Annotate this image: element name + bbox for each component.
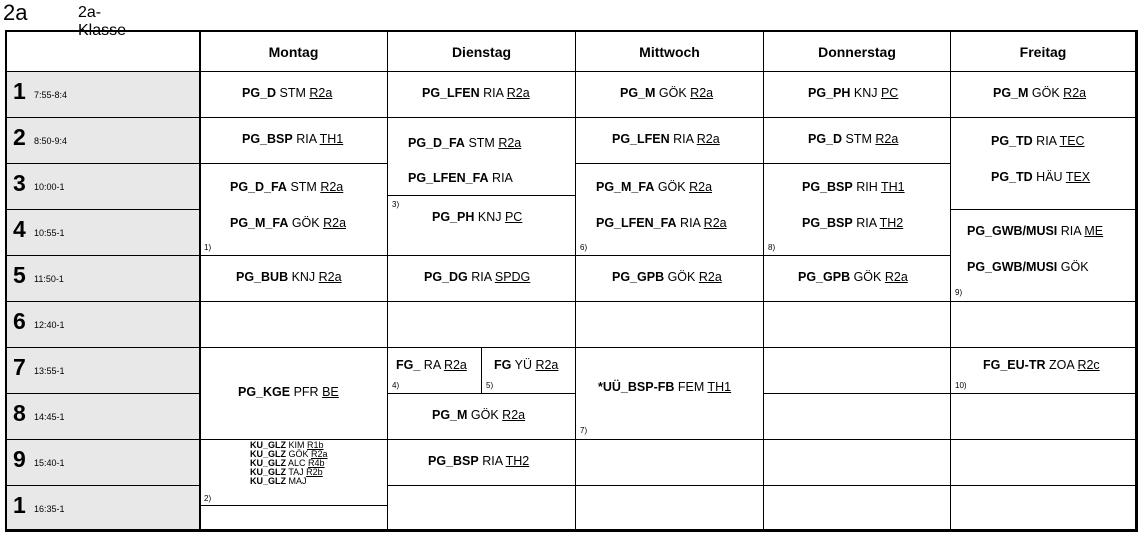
period-number: 4 (13, 216, 26, 242)
lesson-room: TH2 (879, 216, 904, 230)
lesson-teacher: RIA (852, 216, 880, 230)
empty-cell (951, 394, 1136, 440)
class-code: 2a (3, 0, 28, 25)
lesson-teacher: GÖK (286, 449, 312, 459)
footnote-marker: 2) (204, 494, 212, 503)
lesson-mo2 (242, 132, 343, 146)
lesson-teacher: KNJ (474, 210, 505, 224)
lesson-teacher: FEM (674, 380, 708, 394)
period-number: 6 (13, 308, 26, 334)
lesson-teacher: RIA (1032, 134, 1060, 148)
lesson-teacher: ZOA (1045, 358, 1078, 372)
lesson-subject: PG_LFEN (422, 86, 480, 100)
empty-cell (764, 440, 951, 486)
period-number: 9 (13, 446, 26, 472)
lesson-subject: PG_M_FA (596, 180, 655, 194)
empty-cell (200, 506, 388, 530)
lesson-cell (200, 348, 388, 440)
lesson-room: R2a (884, 270, 908, 284)
lesson-mo3b (230, 216, 346, 230)
lesson-cell (951, 210, 1136, 302)
lesson-fr2b (991, 170, 1090, 184)
lesson-room: R2a (535, 358, 559, 372)
period-time: 13:55-1 (34, 366, 65, 376)
empty-cell (388, 302, 576, 348)
period-number: 8 (13, 400, 26, 426)
period-header (7, 118, 200, 164)
lesson-cell (200, 72, 388, 118)
period-number: 3 (13, 170, 26, 196)
lesson-di4 (432, 210, 522, 224)
period-header (7, 210, 200, 256)
empty-cell (576, 486, 764, 530)
lesson-teacher: RIA (676, 216, 704, 230)
lesson-subject: PG_BSP (802, 180, 853, 194)
lesson-cell (951, 118, 1136, 210)
lesson-cell (388, 394, 576, 440)
lesson-teacher: PFR (290, 385, 323, 399)
empty-cell (576, 302, 764, 348)
period-number: 5 (13, 262, 26, 288)
lesson-di7a (396, 358, 467, 372)
lesson-mi1 (620, 86, 713, 100)
lesson-room: TH1 (880, 180, 905, 194)
empty-cell (388, 486, 576, 530)
period-header (7, 302, 200, 348)
lesson-do2 (808, 132, 898, 146)
lesson-cell (200, 164, 388, 256)
lesson-teacher: RIA (478, 454, 506, 468)
lesson-room: R2a (309, 86, 333, 100)
lesson-teacher: KNJ (288, 270, 319, 284)
lesson-mo3a (230, 180, 343, 194)
lesson-teacher: YÜ (511, 358, 536, 372)
empty-cell (576, 440, 764, 486)
lesson-di1 (422, 86, 530, 100)
lesson-mo5 (236, 270, 342, 284)
lesson-subject: PG_BSP (802, 216, 853, 230)
day-header: Montag (200, 32, 388, 72)
lesson-cell (576, 118, 764, 164)
lesson-mi5 (612, 270, 722, 284)
period-time: 10:00-1 (34, 182, 65, 192)
lesson-subject: PG_D (808, 132, 843, 146)
lesson-do1 (808, 86, 898, 100)
footnote-marker: 7) (580, 426, 588, 435)
lesson-cell (576, 72, 764, 118)
lesson-cell (388, 72, 576, 118)
period-header (7, 440, 200, 486)
lesson-teacher: ALC (286, 458, 309, 468)
footnote-marker: 3) (392, 200, 400, 209)
period-number: 1 (13, 78, 26, 104)
lesson-subject: FG (494, 358, 512, 372)
lesson-subject: FG_ (396, 358, 421, 372)
lesson-teacher: STM (286, 180, 321, 194)
period-header (7, 256, 200, 302)
day-header: Freitag (951, 32, 1136, 72)
lesson-mo1 (242, 86, 332, 100)
lesson-room: BE (322, 385, 339, 399)
lesson-subject: PG_M (432, 408, 468, 422)
lesson-room: R2a (443, 358, 467, 372)
lesson-subject: PG_GWB/MUSI (967, 260, 1058, 274)
lesson-room: R2a (1063, 86, 1087, 100)
lesson-teacher: GÖK (288, 216, 324, 230)
lesson-cell (200, 118, 388, 164)
lesson-teacher: GÖK (1057, 260, 1089, 274)
lesson-subject: PG_LFEN (612, 132, 670, 146)
footnote-marker: 5) (486, 381, 494, 390)
lesson-mo7 (238, 385, 339, 399)
lesson-teacher: RIA (292, 132, 320, 146)
lesson-subject: KU_GLZ (250, 440, 286, 450)
lesson-teacher: RIA (669, 132, 697, 146)
lesson-teacher: GÖK (850, 270, 885, 284)
lesson-subject: PG_D_FA (408, 136, 465, 150)
lesson-teacher: RIH (852, 180, 881, 194)
lesson-di5 (424, 270, 530, 284)
lesson-teacher: MAJ (286, 476, 307, 486)
lesson-cell (388, 348, 482, 394)
period-number: 2 (13, 124, 26, 150)
lesson-subject: PG_PH (808, 86, 851, 100)
lesson-teacher: GÖK (1028, 86, 1064, 100)
empty-cell (951, 302, 1136, 348)
lesson-room: R2a (506, 86, 530, 100)
lesson-room: R2a (703, 216, 727, 230)
lesson-cell (388, 440, 576, 486)
lesson-do3a (802, 180, 905, 194)
lesson-subject: KU_GLZ (250, 476, 286, 486)
lesson-teacher: RIA (479, 86, 507, 100)
lesson-cell (200, 256, 388, 302)
empty-cell (764, 302, 951, 348)
lesson-di8 (432, 408, 525, 422)
lesson-subject: PG_M (993, 86, 1029, 100)
footnote-marker: 10) (955, 381, 967, 390)
lesson-teacher: HÄU (1032, 170, 1066, 184)
lesson-mo9-line (250, 477, 307, 486)
empty-cell (764, 348, 951, 394)
period-header (7, 72, 200, 118)
lesson-subject: PG_GWB/MUSI (967, 224, 1058, 238)
lesson-cell (388, 118, 576, 209)
lesson-room: SPDG (494, 270, 531, 284)
lesson-cell (388, 196, 576, 256)
lesson-subject: PG_BUB (236, 270, 289, 284)
lesson-teacher: GÖK (664, 270, 699, 284)
lesson-room: R2a (318, 270, 342, 284)
lesson-subject: PG_KGE (238, 385, 291, 399)
lesson-subject: KU_GLZ (250, 458, 286, 468)
lesson-cell (764, 256, 951, 302)
lesson-room: R4b (308, 458, 325, 468)
lesson-mi7 (598, 380, 731, 394)
lesson-fr1 (993, 86, 1086, 100)
lesson-mi3a (596, 180, 712, 194)
day-header: Donnerstag (764, 32, 951, 72)
lesson-subject: PG_DG (424, 270, 468, 284)
period-header (7, 348, 200, 394)
lesson-cell (576, 256, 764, 302)
lesson-subject: PG_LFEN_FA (408, 171, 489, 185)
lesson-room: ME (1084, 224, 1104, 238)
lesson-mi2 (612, 132, 720, 146)
lesson-room: R2c (1077, 358, 1100, 372)
period-number: 7 (13, 354, 26, 380)
lesson-subject: PG_TD (991, 134, 1033, 148)
lesson-subject: PG_M (620, 86, 656, 100)
lesson-cell (576, 348, 764, 440)
lesson-fr4a (967, 224, 1103, 238)
lesson-subject: PG_LFEN_FA (596, 216, 677, 230)
day-header: Mittwoch (576, 32, 764, 72)
lesson-teacher: GÖK (467, 408, 503, 422)
lesson-di7b (494, 358, 558, 372)
lesson-cell (576, 164, 764, 256)
lesson-room: R2a (320, 180, 344, 194)
period-time: 7:55-8:4 (34, 90, 68, 100)
lesson-cell (951, 348, 1136, 394)
period-header (7, 164, 200, 210)
lesson-room: R2a (690, 86, 714, 100)
empty-cell (951, 486, 1136, 530)
lesson-do3b (802, 216, 903, 230)
lesson-room: R2a (875, 132, 899, 146)
lesson-room: TEX (1065, 170, 1091, 184)
lesson-mi3b (596, 216, 727, 230)
lesson-cell (764, 72, 951, 118)
period-time: 15:40-1 (34, 458, 65, 468)
footnote-marker: 4) (392, 381, 400, 390)
empty-cell (951, 440, 1136, 486)
lesson-di9 (428, 454, 529, 468)
lesson-room: R2a (689, 180, 713, 194)
class-title: 2a-Klasse (78, 4, 127, 39)
footnote-marker: 8) (768, 243, 776, 252)
lesson-subject: PG_GPB (798, 270, 851, 284)
lesson-subject: PG_BSP (242, 132, 293, 146)
corner-cell (7, 32, 200, 72)
empty-cell (764, 394, 951, 440)
period-header (7, 486, 200, 530)
lesson-teacher: KIM (286, 440, 308, 450)
lesson-room: R2a (498, 136, 522, 150)
timetable (5, 30, 1138, 532)
lesson-room: R2b (306, 467, 323, 477)
period-time: 12:40-1 (34, 320, 65, 330)
lesson-teacher: RIA (467, 270, 495, 284)
lesson-teacher: STM (464, 136, 499, 150)
lesson-subject: PG_PH (432, 210, 475, 224)
period-header (7, 394, 200, 440)
lesson-room: TH1 (319, 132, 344, 146)
day-header: Dienstag (388, 32, 576, 72)
lesson-room: R2a (502, 408, 526, 422)
lesson-do5 (798, 270, 908, 284)
lesson-subject: PG_D (242, 86, 277, 100)
lesson-room: R2a (696, 132, 720, 146)
lesson-room: R2a (698, 270, 722, 284)
period-time: 8:50-9:4 (34, 136, 68, 146)
lesson-fr4b (967, 260, 1089, 274)
empty-cell (764, 486, 951, 530)
lesson-room: R1b (307, 440, 324, 450)
lesson-cell (764, 164, 951, 256)
lesson-teacher: RA (420, 358, 444, 372)
lesson-teacher: STM (276, 86, 310, 100)
period-time: 10:55-1 (34, 228, 65, 238)
lesson-room: R2a (311, 449, 328, 459)
lesson-teacher: GÖK (655, 86, 691, 100)
period-time: 16:35-1 (34, 504, 65, 514)
lesson-subject: FG_EU-TR (983, 358, 1046, 372)
lesson-fr2a (991, 134, 1085, 148)
lesson-teacher: TAJ (286, 467, 307, 477)
lesson-cell (200, 440, 388, 506)
lesson-room: TEC (1059, 134, 1085, 148)
lesson-cell (764, 118, 951, 164)
lesson-room: PC (880, 86, 899, 100)
lesson-subject: PG_GPB (612, 270, 665, 284)
lesson-cell (482, 348, 576, 394)
lesson-room: TH2 (505, 454, 530, 468)
lesson-subject: *UÜ_BSP-FB (598, 380, 675, 394)
lesson-teacher: KNJ (850, 86, 881, 100)
lesson-subject: PG_D_FA (230, 180, 287, 194)
lesson-teacher: RIA (488, 171, 513, 185)
lesson-room: R2a (323, 216, 347, 230)
lesson-subject: KU_GLZ (250, 449, 286, 459)
footnote-marker: 6) (580, 243, 588, 252)
footnote-marker: 1) (204, 243, 212, 252)
lesson-subject: KU_GLZ (250, 467, 286, 477)
lesson-room: TH1 (707, 380, 732, 394)
lesson-teacher: RIA (1057, 224, 1085, 238)
lesson-teacher: STM (842, 132, 876, 146)
lesson-cell (388, 256, 576, 302)
period-time: 11:50-1 (34, 274, 64, 284)
footnote-marker: 9) (955, 288, 963, 297)
empty-cell (200, 302, 388, 348)
lesson-cell (951, 72, 1136, 118)
period-time: 14:45-1 (34, 412, 65, 422)
lesson-di2a (408, 136, 521, 150)
lesson-subject: PG_BSP (428, 454, 479, 468)
lesson-di2b (408, 171, 513, 185)
lesson-room: PC (504, 210, 523, 224)
lesson-subject: PG_TD (991, 170, 1033, 184)
lesson-fr7 (983, 358, 1100, 372)
lesson-teacher: GÖK (654, 180, 690, 194)
lesson-subject: PG_M_FA (230, 216, 289, 230)
period-number: 1 (13, 492, 26, 518)
